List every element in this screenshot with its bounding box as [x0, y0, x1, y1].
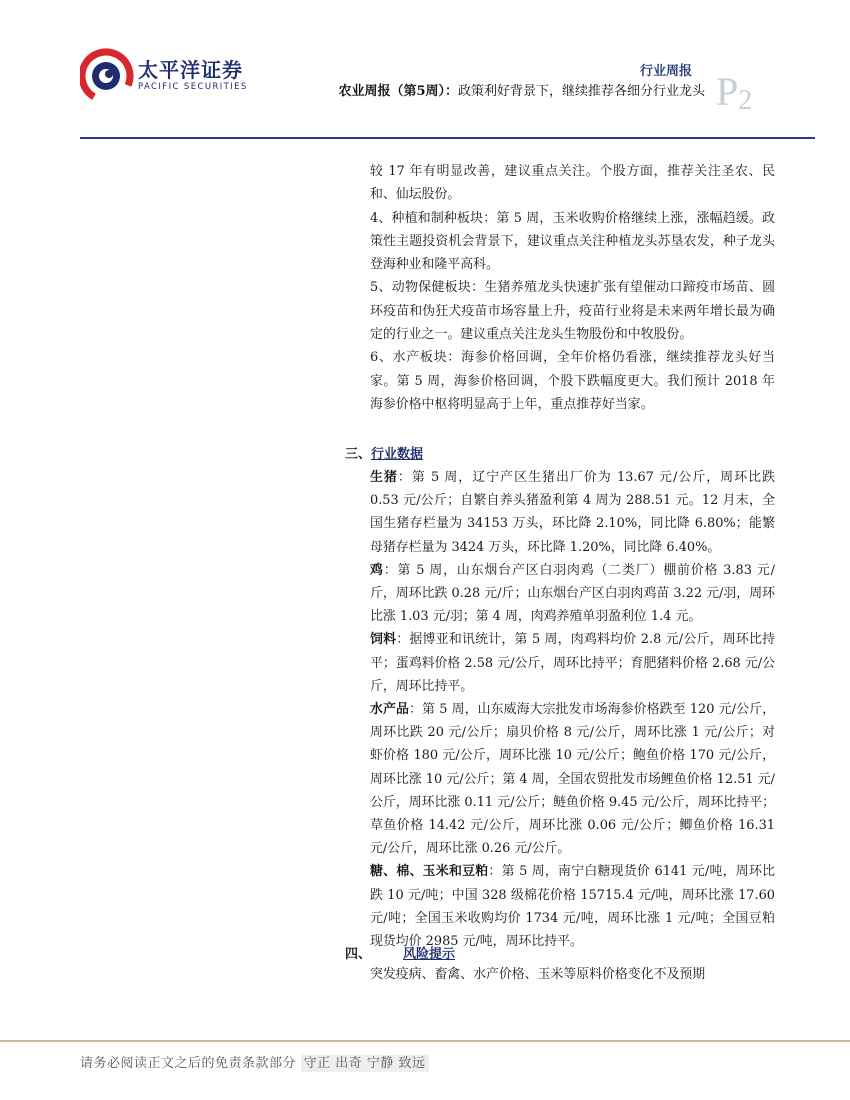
- company-logo: [80, 46, 270, 106]
- data-item-text: ：据博亚和讯统计，第 5 周，肉鸡料均价 2.8 元/公斤，周环比持平；蛋鸡料价格 2.58 元/公斤，周环比持平；育肥猪料价格 2.68 元/公斤，周环比持平。: [370, 632, 776, 694]
- footer-disclaimer: 请务必阅读正文之后的免责条款部分: [80, 1056, 297, 1071]
- logo-chinese-name: 太平洋证券: [138, 58, 243, 82]
- footer-divider: [0, 1040, 850, 1042]
- section-title: 行业数据: [371, 447, 424, 462]
- data-item-text: ：第 5 周，辽宁产区生猪出厂价为 13.67 元/公斤，周环比跌 0.53 元/公斤；自繁自养头猪盈利第 4 周为 288.51 元。12 月末，全国生猪存栏量为 34153 万头，环比降 2.10%，同比降 6.80%；能繁母猪存栏量为 3424 万头，环比降 1.20%，同比降 6.40%。: [370, 470, 776, 555]
- data-item: [370, 559, 775, 629]
- logo-english-name: PACIFIC SECURITIES: [138, 82, 248, 92]
- section-number: 四、: [345, 947, 372, 962]
- page-indicator: [716, 69, 753, 117]
- page-number: 2: [738, 85, 753, 116]
- paragraph: 5、动物保健板块：生猪养殖龙头快速扩张有望催动口蹄疫市场苗、圆环疫苗和伪狂犬疫苗市场容量上升，疫苗行业将是未来两年增长最为确定的行业之一。建议重点关注龙头生物股份和中牧股份。: [370, 280, 775, 343]
- data-item: [370, 698, 775, 860]
- recommendation-text: [370, 160, 775, 416]
- footer-motto: 守正 出奇 宁静 致远: [301, 1055, 429, 1072]
- pacific-securities-logo-icon: [80, 46, 136, 106]
- data-item: [370, 860, 775, 953]
- report-category: 行业周报: [640, 64, 693, 79]
- paragraph: 6、水产板块：海参价格回调，全年价格仍看涨，继续推荐龙头好当家。第 5 周，海参价格回调，个股下跌幅度更大。我们预计 2018 年海参价格中枢将明显高于上年，重点推荐好当家。: [370, 350, 775, 412]
- section-heading-industry-data: [345, 443, 423, 462]
- section-heading-risk: [345, 943, 455, 962]
- paragraph: 较 17 年有明显改善，建议重点关注。个股方面，推荐关注圣农、民和、仙坛股份。: [370, 164, 775, 203]
- data-item: [370, 628, 775, 698]
- header-divider: [80, 137, 815, 139]
- data-item-label: 饲料: [370, 632, 397, 648]
- data-item-label: 水产品: [370, 702, 410, 718]
- data-item: [370, 466, 775, 559]
- risk-text: 突发疫病、畜禽、水产价格、玉米等原料价格变化不及预期: [370, 967, 706, 982]
- data-item-label: 生猪: [370, 470, 398, 485]
- report-title-rest: 政策利好背景下，继续推荐各细分行业龙头: [457, 84, 705, 99]
- report-title-bold: 农业周报（第5周）：: [338, 84, 458, 99]
- report-title: [255, 80, 705, 99]
- data-item-text: ：第 5 周，南宁白糖现货价 6141 元/吨，周环比跌 10 元/吨；中国 328 级棉花价格 15715.4 元/吨，周环比涨 17.60 元/吨；全国玉米收购均价 1734 元/吨，周环比涨 1 元/吨；全国豆粕现货均价 2985 元/吨，周环比持平。: [370, 864, 775, 950]
- paragraph: 4、种植和制种板块：第 5 周，玉米收购价格继续上涨，涨幅趋缓。政策性主题投资机会背景下，建议重点关注种植龙头苏垦农发，种子龙头登海种业和隆平高科。: [370, 210, 775, 273]
- industry-data-list: [370, 466, 775, 953]
- data-item-label: 糖、棉、玉米和豆粕: [370, 864, 489, 880]
- page-letter: P: [716, 69, 739, 114]
- section-number: 三、: [345, 447, 372, 462]
- data-item-text: ：第 5 周，山东威海大宗批发市场海参价格跌至 120 元/公斤，周环比跌 20 元/公斤；扇贝价格 8 元/公斤，周环比涨 1 元/公斤；对虾价格 180 元/公斤，周环比涨 10 元/公斤；鲍鱼价格 170 元/公斤，周环比涨 10 元/公斤；第 4 周，全国农贸批发市场鲤鱼价格 12.51 元/公斤，周环比涨 0.11 元/公斤；鲢鱼价格 9.45 元/公斤，周环比持平；草鱼价格 14.42 元/公斤，周环比涨 0.06 元/公斤；鲫鱼价格 16.31 元/公斤，周环比涨 0.26 元/公斤。: [370, 702, 776, 857]
- section-title: 风险提示: [403, 947, 456, 962]
- data-item-label: 鸡: [370, 562, 384, 578]
- data-item-text: ：第 5 周，山东烟台产区白羽肉鸡（二类厂）棚前价格 3.83 元/斤，周环比跌 0.28 元/斤；山东烟台产区白羽肉鸡苗 3.22 元/羽，周环比涨 1.03 元/羽；第 4 周，肉鸡养殖单羽盈利位 1.4 元。: [370, 562, 776, 625]
- footer: [80, 1052, 429, 1071]
